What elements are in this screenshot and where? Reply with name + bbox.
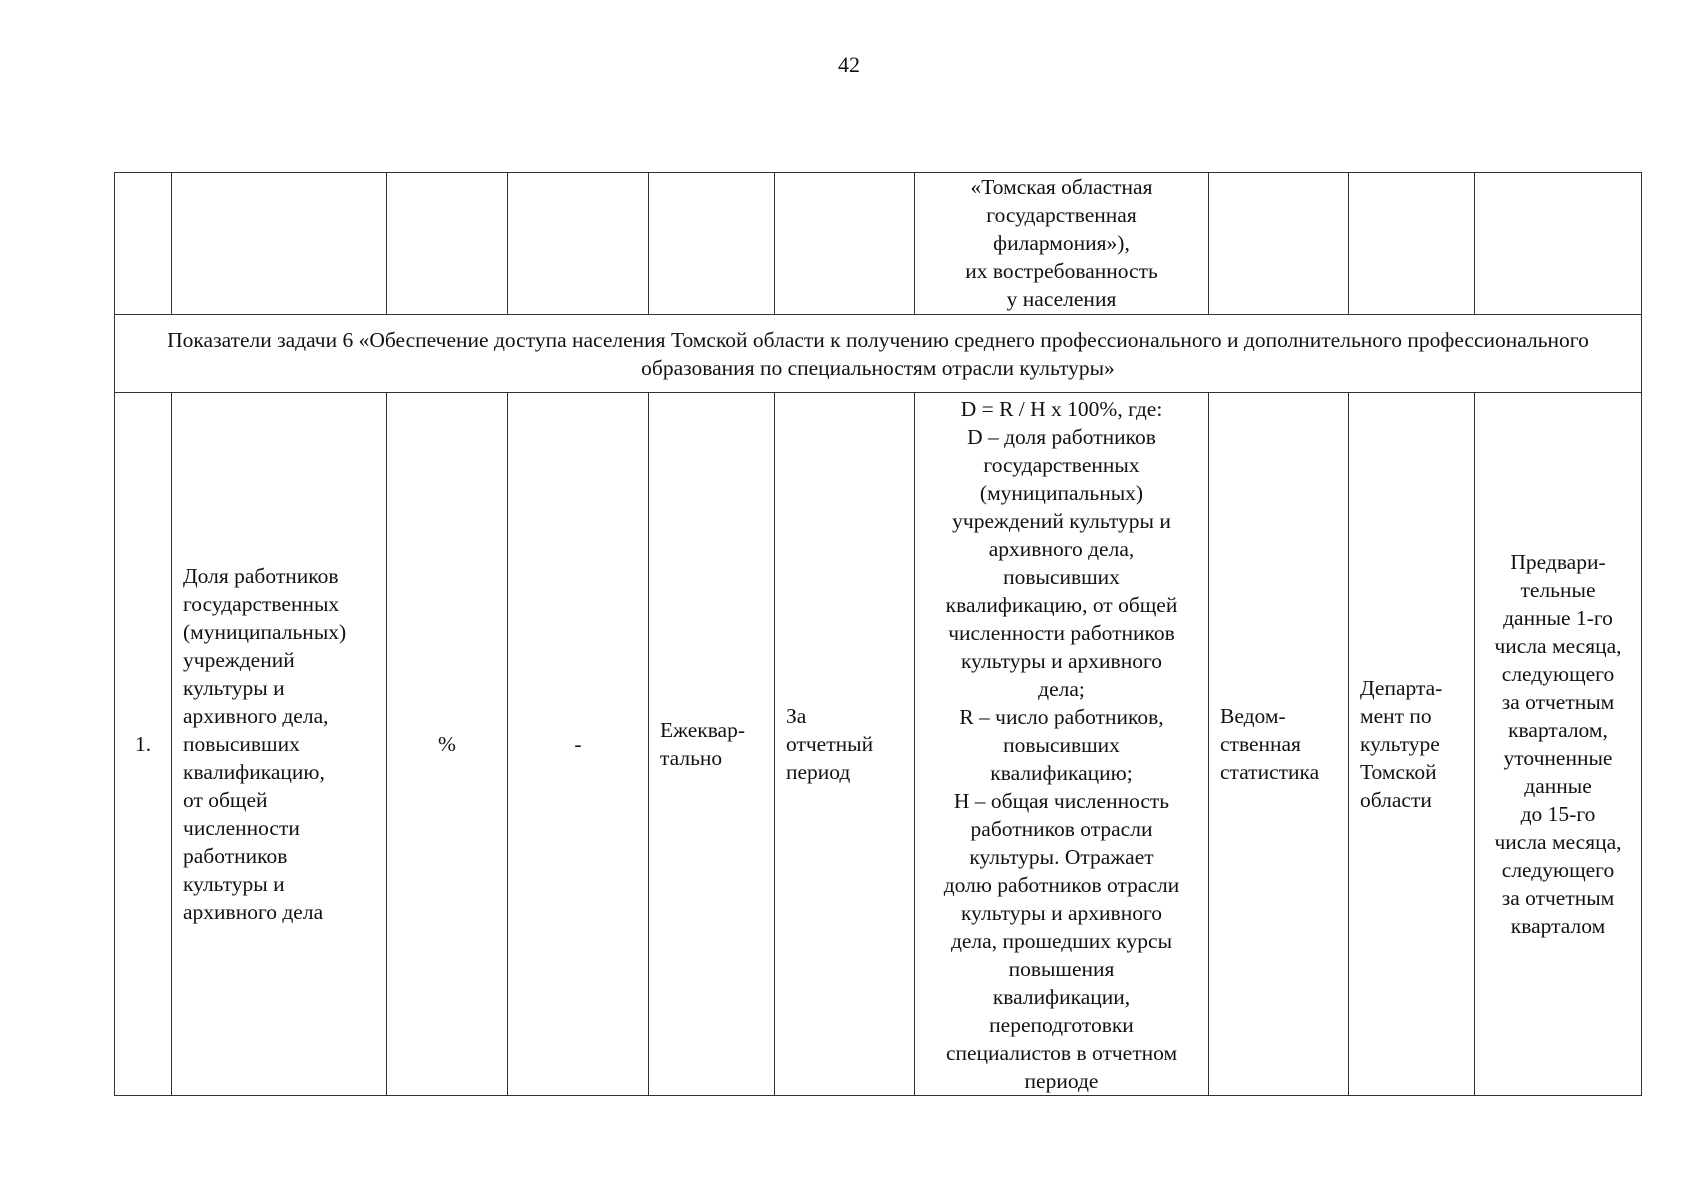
- timing-cell: Предвари- тельные данные 1-го числа месяца, следующего за отчетным кварталом, уточненные данные до 15-го числа месяца, следующего за отчетным кварталом: [1475, 393, 1642, 1096]
- section-header-row: [115, 315, 1642, 393]
- source-cell: Ведом- ственная статистика: [1209, 393, 1349, 1096]
- frequency-cell: Ежеквар- тально: [649, 393, 775, 1096]
- continuation-row: [115, 173, 1642, 315]
- dash-cell: -: [508, 393, 649, 1096]
- period-cell: За отчетный период: [775, 393, 915, 1096]
- row-number: 1.: [115, 393, 172, 1096]
- unit-cell: %: [387, 393, 508, 1096]
- empty-cell: [115, 173, 172, 315]
- empty-cell: [1349, 173, 1475, 315]
- section-title: Показатели задачи 6 «Обеспечение доступа населения Томской области к получению среднего профессионального и дополнительного профессионального образования по специальностям отрасли культуры»: [115, 315, 1642, 393]
- continuation-org-text: «Томская областная государственная филармония»), их востребованность у населения: [915, 173, 1209, 315]
- indicator-name: Доля работников государственных (муниципальных) учреждений культуры и архивного дела, повысивших квалификацию, от общей численности работников культуры и архивного дела: [172, 393, 387, 1096]
- formula-cell: D = R / Н х 100%, где: D – доля работников государственных (муниципальных) учреждений культуры и архивного дела, повысивших квалификацию, от общей численности работников культуры и архивного дела; R – число работников, повысивших квалификацию; Н – общая численность работников отрасли культуры. Отражает долю работников отрасли культуры и архивного дела, прошедших курсы повышения квалификации, переподготовки специалистов в отчетном периоде: [915, 393, 1209, 1096]
- empty-cell: [508, 173, 649, 315]
- empty-cell: [1209, 173, 1349, 315]
- table-row: [115, 393, 1642, 1096]
- empty-cell: [775, 173, 915, 315]
- indicators-table: [114, 172, 1642, 1096]
- empty-cell: [1475, 173, 1642, 315]
- page-number: 42: [838, 52, 860, 77]
- empty-cell: [172, 173, 387, 315]
- empty-cell: [387, 173, 508, 315]
- empty-cell: [649, 173, 775, 315]
- responsible-cell: Департа- мент по культуре Томской области: [1349, 393, 1475, 1096]
